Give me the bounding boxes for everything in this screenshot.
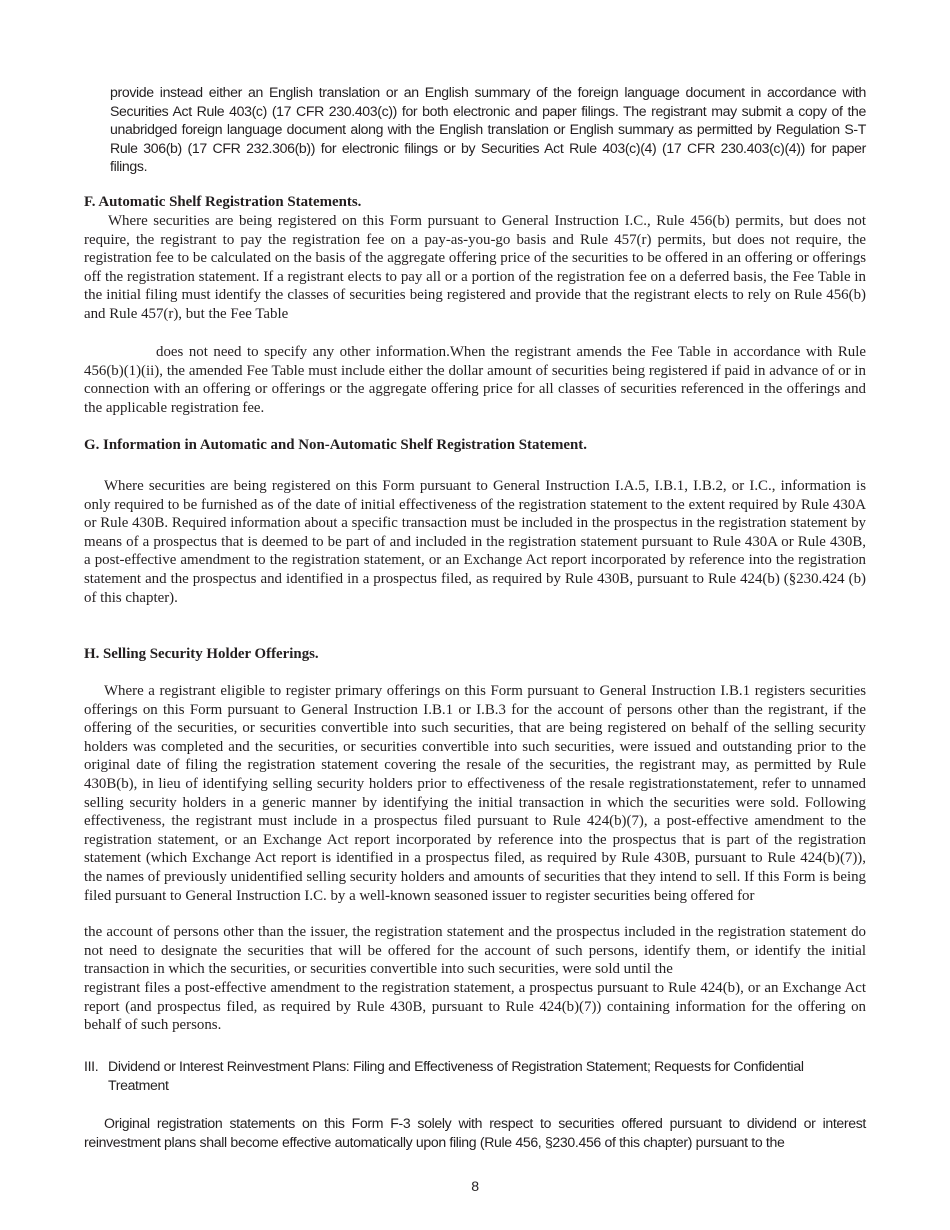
section-g-paragraph: Where securities are being registered on this Form pursuant to General Instruction I.A.5, I.B.1, I.B.2, or I.C., information is only required to be furnished as of the date of initial effectiveness of the registration statement to the extent required by Rule 430A or Rule 430B. Required information about a specific transaction must be included in the prospectus in the registration statement by means of a prospectus that is deemed to be part of and included in the registration statement pursuant to Rule 430A or Rule 430B, a post-effective amendment to the registration statement, or an Exchange Act report incorporated by reference into the registration statement and the prospectus and identified in a prospectus filed, as required by Rule 430B, pursuant to Rule 424(b) (§230.424 (b) of this chapter). [84,478,866,606]
section-g-heading: G. Information in Automatic and Non-Automatic Shelf Registration Statement. [84,437,587,453]
section-f-paragraph-1: Where securities are being registered on this Form pursuant to General Instruction I.C., Rule 456(b) permits, but does not require, the registrant to pay the registration fee on a pay-as-you-go basis and Rule 457(r) permits, but does not require, the registration fee to be calculated on the basis of the aggregate offering price of the securities to be offered in an offering or offerings off the registration statement. If a registrant elects to pay all or a portion of the registration fee on a deferred basis, the Fee Table in the initial filing must identify the classes of securities being registered and provide that the registrant elects to rely on Rule 456(b) and Rule 457(r), but the Fee Table [84,213,866,322]
section-h-heading: H. Selling Security Holder Offerings. [84,646,319,662]
section-f-heading: F. Automatic Shelf Registration Statements. [84,194,362,210]
section-iii-number: III. [84,1058,99,1074]
section-iii-heading-block [84,1057,866,1094]
section-f-paragraph-2: does not need to specify any other information.When the registrant amends the Fee Table in accordance with Rule 456(b)(1)(ii), the amended Fee Table must include either the dollar amount of securities being registered if paid in advance of or in connection with an offering or offerings or the aggregate offering price for all classes of securities referenced in the offerings and the applicable registration fee. [84,344,866,416]
section-iii-paragraph: Original registration statements on this Form F-3 solely with respect to securities offered pursuant to dividend or interest reinvestment plans shall become effective automatically upon filing (Rule 456, §230.456 of this chapter) pursuant to the [84,1115,866,1150]
section-h-paragraph-2: the account of persons other than the issuer, the registration statement and the prospectus included in the registration statement do not need to designate the securities that will be offered for the account of such persons, identify them, or identify the initial transaction in which the securities, or securities convertible into such securities, were sold until the [84,924,866,978]
section-iii-heading: Dividend or Interest Reinvestment Plans: Filing and Effectiveness of Registration Statement; Requests for Confidential Treatment [108,1058,804,1093]
section-h-paragraph-3: registrant files a post-effective amendment to the registration statement, a prospectus pursuant to Rule 424(b), or an Exchange Act report (and prospectus filed, as required by Rule 430B, pursuant to Rule 424(b)(7)) containing information for the offering on behalf of such persons. [84,980,866,1034]
page-number: 8 [471,1178,479,1194]
intro-paragraph: provide instead either an English translation or an English summary of the foreign language document in accordance with Securities Act Rule 403(c) (17 CFR 230.403(c)) for both electronic and paper filings. The registrant may submit a copy of the unabridged foreign language document along with the English translation or English summary as permitted by Regulation S-T Rule 306(b) (17 CFR 232.306(b)) for electronic filings or by Securities Act Rule 403(c)(4) (17 CFR 230.403(c)(4)) for paper filings. [110,84,866,175]
section-h-paragraph-1: Where a registrant eligible to register primary offerings on this Form pursuant to General Instruction I.B.1 registers securities offerings on this Form pursuant to General Instruction I.B.1 or I.B.3 for the account of persons other than the registrant, if the offering of the securities, or securities convertible into such securities, that are being registered on behalf of the selling security holders was completed and the securities, or securities convertible into such securities, were issued and outstanding prior to the original date of filing the registration statement covering the resale of the securities, the registrant may, as permitted by Rule 430B(b), in lieu of identifying selling security holders prior to effectiveness of the resale registrationstatement, refer to unnamed selling security holders in a generic manner by identifying the initial transaction in which the securities were sold. Following effectiveness, the registrant must include in a prospectus filed pursuant to Rule 424(b)(7), a post-effective amendment to the registration statement, or an Exchange Act report incorporated by reference into the prospectus that is part of the registration statement (which Exchange Act report is identified in a prospectus filed, as required by Rule 430B, pursuant to Rule 424(b)(7)), the names of previously unidentified selling security holders and amounts of securities that they intend to sell. If this Form is being filed pursuant to General Instruction I.C. by a well-known seasoned issuer to register securities being offered for [84,683,866,904]
